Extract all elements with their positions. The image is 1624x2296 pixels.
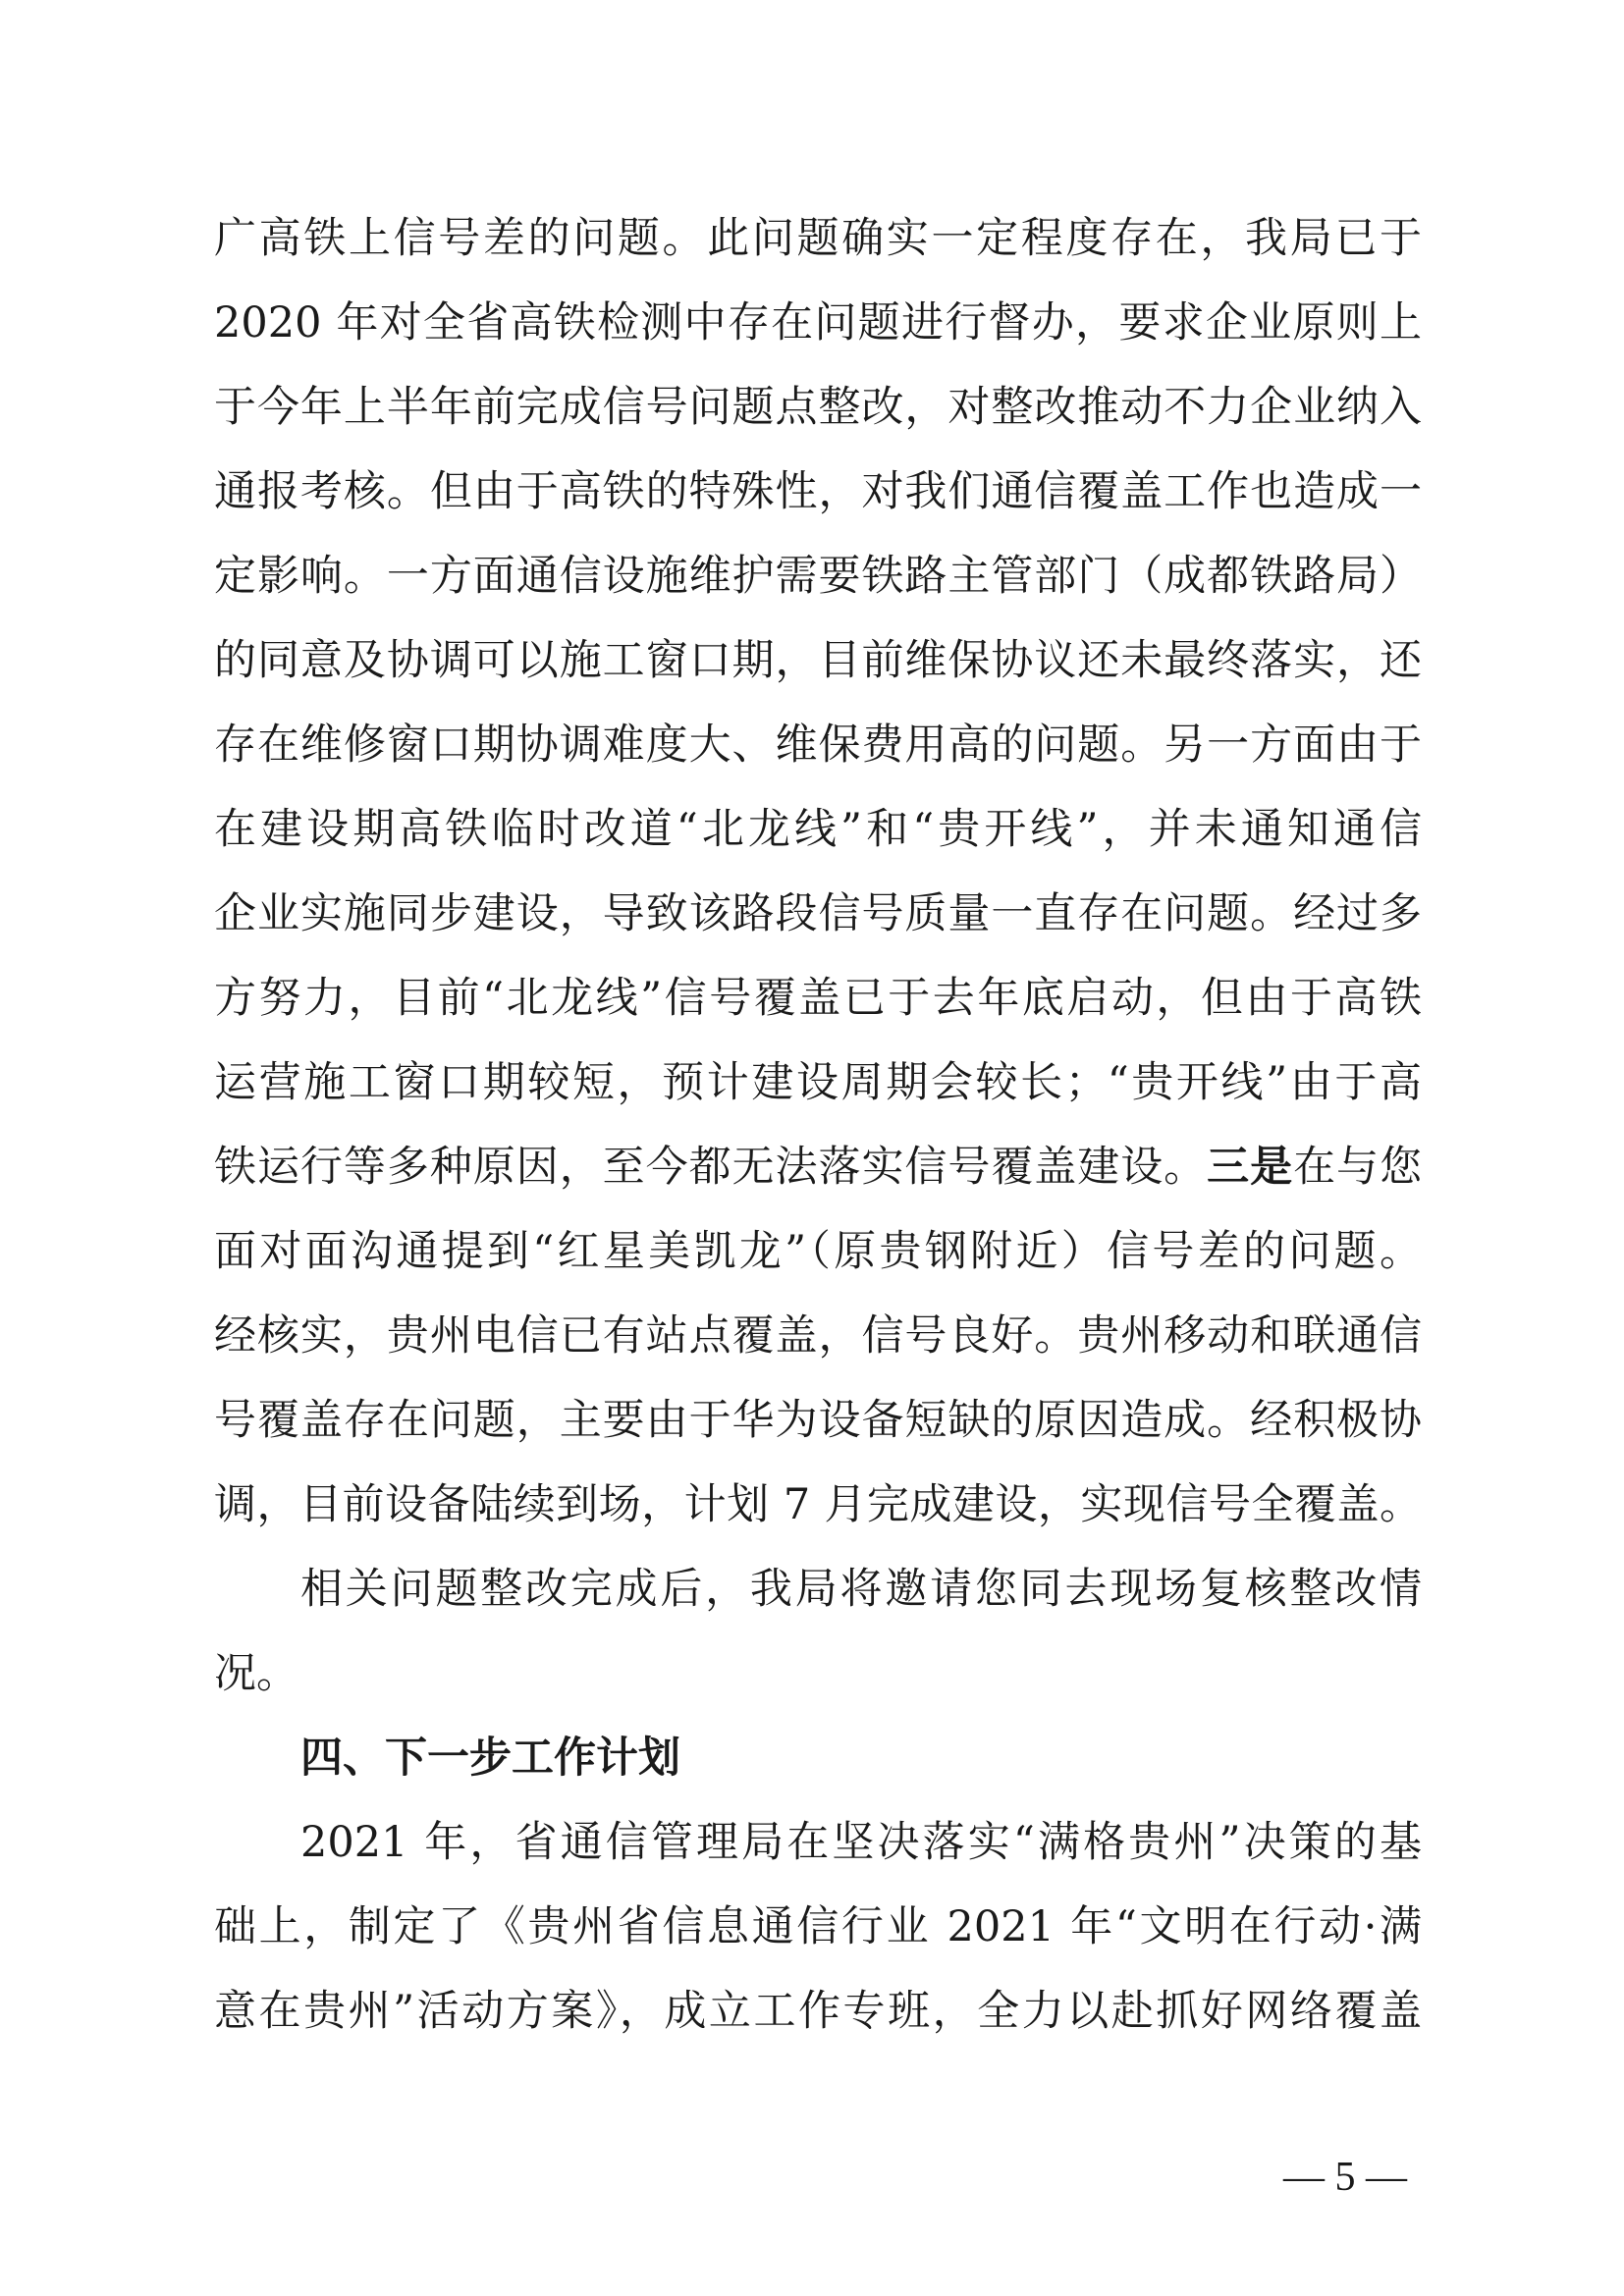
text-line: 于今年上半年前完成信号问题点整改，对整改推动不力企业纳入 [214, 383, 1422, 432]
text-line: 企业实施同步建设，导致该路段信号质量一直存在问题。经过多 [214, 889, 1422, 938]
text-segment: 在与您 [1293, 1143, 1423, 1192]
text-line: 通报考核。但由于高铁的特殊性，对我们通信覆盖工作也造成一 [214, 467, 1422, 516]
text-line: 方努力，目前“北龙线”信号覆盖已于去年底启动，但由于高铁 [214, 974, 1422, 1023]
text-line: 在建设期高铁临时改道“北龙线”和“贵开线”，并未通知通信 [214, 805, 1422, 854]
text-line: 础上，制定了《贵州省信息通信行业 2021 年“文明在行动·满 [214, 1902, 1422, 1951]
text-line: 经核实，贵州电信已有站点覆盖，信号良好。贵州移动和联通信 [214, 1311, 1422, 1361]
paragraph-first-line: 2021 年，省通信管理局在坚决落实“满格贵州”决策的基 [300, 1818, 1422, 1867]
section-heading: 四、下一步工作计划 [300, 1734, 680, 1783]
text-line: 的同意及协调可以施工窗口期，目前维保协议还未最终落实，还 [214, 636, 1422, 685]
emphasis-text: 三是 [1207, 1143, 1294, 1192]
text-line-with-emphasis [214, 1133, 1422, 1201]
text-segment: 铁运行等多种原因，至今都无法落实信号覆盖建设。 [214, 1143, 1208, 1192]
text-line: 广高铁上信号差的问题。此问题确实一定程度存在，我局已于 [214, 214, 1422, 263]
text-line: 面对面沟通提到“红星美凯龙”（原贵钢附近）信号差的问题。 [214, 1227, 1422, 1276]
text-line: 意在贵州”活动方案》，成立工作专班，全力以赴抓好网络覆盖 [214, 1987, 1422, 2036]
text-line: 调，目前设备陆续到场，计划 7 月完成建设，实现信号全覆盖。 [214, 1480, 1422, 1529]
paragraph-last-line: 况。 [214, 1649, 298, 1698]
text-line: 运营施工窗口期较短，预计建设周期会较长；“贵开线”由于高 [214, 1058, 1422, 1107]
paragraph-first-line: 相关问题整改完成后，我局将邀请您同去现场复核整改情 [300, 1565, 1422, 1614]
text-line: 号覆盖存在问题，主要由于华为设备短缺的原因造成。经积极协 [214, 1396, 1422, 1445]
text-line: 存在维修窗口期协调难度大、维保费用高的问题。另一方面由于 [214, 721, 1422, 770]
page-number: — 5 — [1283, 2155, 1407, 2200]
text-line: 定影响。一方面通信设施维护需要铁路主管部门（成都铁路局） [214, 552, 1422, 601]
text-line: 2020 年对全省高铁检测中存在问题进行督办，要求企业原则上 [214, 298, 1422, 347]
